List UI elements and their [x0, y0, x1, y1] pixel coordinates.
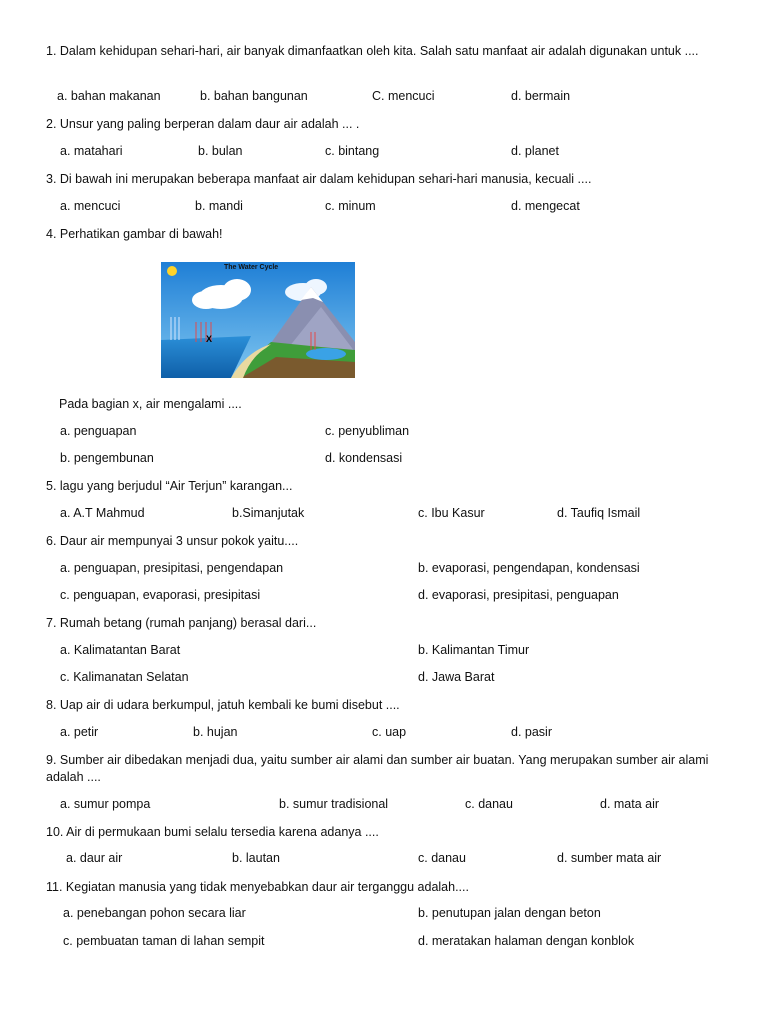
q11-option-a[interactable]: a. penebangan pohon secara liar — [63, 906, 246, 920]
q5-option-b[interactable]: b.Simanjutak — [232, 506, 305, 520]
question-8-text: 8. Uap air di udara berkumpul, jatuh kembali ke bumi disebut .... — [46, 698, 400, 712]
question-3-text: 3. Di bawah ini merupakan beberapa manfaat air dalam kehidupan sehari-hari manusia, kecuali .... — [46, 172, 592, 186]
question-7-text: 7. Rumah betang (rumah panjang) berasal dari... — [46, 616, 317, 630]
q8-option-a[interactable]: a. petir — [60, 725, 99, 739]
diagram-marker-x: X — [206, 334, 213, 344]
question-1-text: 1. Dalam kehidupan sehari-hari, air banyak dimanfaatkan oleh kita. Salah satu manfaat air adalah digunakan untuk .... — [46, 44, 699, 58]
q4-option-d[interactable]: d. kondensasi — [325, 451, 403, 465]
question-11-text: 11. Kegiatan manusia yang tidak menyebabkan daur air terganggu adalah.... — [46, 880, 469, 894]
q11-option-c[interactable]: c. pembuatan taman di lahan sempit — [63, 934, 265, 948]
q6-option-a[interactable]: a. penguapan, presipitasi, pengendapan — [60, 561, 284, 575]
q4-option-a[interactable]: a. penguapan — [60, 424, 137, 438]
q1-option-b[interactable]: b. bahan bangunan — [200, 89, 308, 103]
q7-option-b[interactable]: b. Kalimantan Timur — [418, 643, 530, 657]
diagram-title: The Water Cycle — [224, 264, 279, 271]
q2-option-c[interactable]: c. bintang — [325, 144, 380, 158]
q4-option-c[interactable]: c. penyubliman — [325, 424, 410, 438]
q8-option-d[interactable]: d. pasir — [511, 725, 552, 739]
q9-option-a[interactable]: a. sumur pompa — [60, 797, 151, 811]
q10-option-b[interactable]: b. lautan — [232, 851, 280, 865]
question-4-subtext: Pada bagian x, air mengalami .... — [59, 397, 242, 411]
q1-option-a[interactable]: a. bahan makanan — [57, 89, 161, 103]
q7-option-c[interactable]: c. Kalimanatan Selatan — [60, 670, 189, 684]
q2-option-a[interactable]: a. matahari — [60, 144, 123, 158]
q3-option-c[interactable]: c. minum — [325, 199, 376, 213]
question-10-text: 10. Air di permukaan bumi selalu tersedia karena adanya .... — [46, 825, 379, 839]
q7-option-a[interactable]: a. Kalimatantan Barat — [60, 643, 181, 657]
q8-option-b[interactable]: b. hujan — [193, 725, 238, 739]
q3-option-a[interactable]: a. mencuci — [60, 199, 121, 213]
q3-option-d[interactable]: d. mengecat — [511, 199, 580, 213]
q10-option-a[interactable]: a. daur air — [66, 851, 123, 865]
q11-option-d[interactable]: d. meratakan halaman dengan konblok — [418, 934, 635, 948]
q6-option-c[interactable]: c. penguapan, evaporasi, presipitasi — [60, 588, 261, 602]
q5-option-a[interactable]: a. A.T Mahmud — [60, 506, 145, 520]
q10-option-d[interactable]: d. sumber mata air — [557, 851, 662, 865]
q5-option-c[interactable]: c. Ibu Kasur — [418, 506, 485, 520]
q7-option-d[interactable]: d. Jawa Barat — [418, 670, 495, 684]
q1-option-c[interactable]: C. mencuci — [372, 89, 435, 103]
q9-option-d[interactable]: d. mata air — [600, 797, 660, 811]
water-cycle-diagram — [161, 262, 355, 378]
question-6-text: 6. Daur air mempunyai 3 unsur pokok yaitu.... — [46, 534, 299, 548]
q9-option-b[interactable]: b. sumur tradisional — [279, 797, 389, 811]
question-2-text: 2. Unsur yang paling berperan dalam daur air adalah ... . — [46, 117, 360, 131]
q9-option-c[interactable]: c. danau — [465, 797, 513, 811]
q11-option-b[interactable]: b. penutupan jalan dengan beton — [418, 906, 601, 920]
q4-option-b[interactable]: b. pengembunan — [60, 451, 154, 465]
question-9-text: 9. Sumber air dibedakan menjadi dua, yaitu sumber air alami dan sumber air buatan. Yang merupakan sumber air alami adalah .... — [46, 753, 709, 784]
q8-option-c[interactable]: c. uap — [372, 725, 407, 739]
question-4-text: 4. Perhatikan gambar di bawah! — [46, 227, 223, 241]
question-5-text: 5. lagu yang berjudul “Air Terjun” karangan... — [46, 479, 293, 493]
q2-option-b[interactable]: b. bulan — [198, 144, 243, 158]
q5-option-d[interactable]: d. Taufiq Ismail — [557, 506, 641, 520]
q6-option-b[interactable]: b. evaporasi, pengendapan, kondensasi — [418, 561, 640, 575]
q3-option-b[interactable]: b. mandi — [195, 199, 243, 213]
q1-option-d[interactable]: d. bermain — [511, 89, 571, 103]
sun-icon — [167, 266, 177, 276]
water-cycle-illustration — [161, 262, 355, 378]
q2-option-d[interactable]: d. planet — [511, 144, 559, 158]
q10-option-c[interactable]: c. danau — [418, 851, 466, 865]
q6-option-d[interactable]: d. evaporasi, presipitasi, penguapan — [418, 588, 619, 602]
